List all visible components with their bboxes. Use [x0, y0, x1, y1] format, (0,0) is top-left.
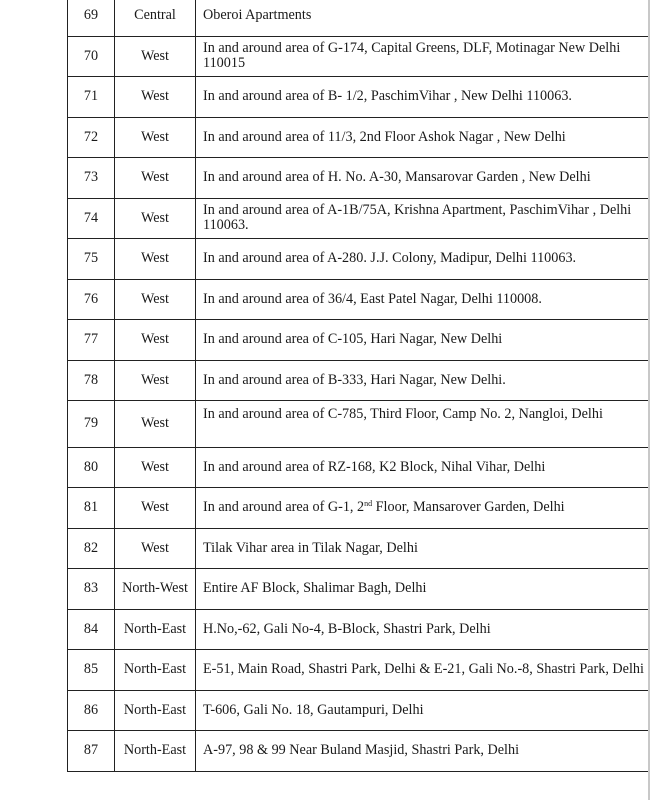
zone-cell: West [115, 279, 196, 320]
address-cell: In and around area of B- 1/2, PaschimVihar , New Delhi 110063. [196, 77, 649, 118]
table-row [68, 279, 649, 320]
zone-cell: West [115, 488, 196, 529]
address-cell: In and around area of G-174, Capital Greens, DLF, Motinagar New Delhi 110015 [196, 36, 649, 77]
address-cell: Oberoi Apartments [196, 0, 649, 36]
table-row [68, 77, 649, 118]
serial-number-cell: 73 [68, 158, 115, 199]
serial-number-cell: 80 [68, 447, 115, 488]
table-row [68, 198, 649, 239]
address-cell: In and around area of C-785, Third Floor, Camp No. 2, Nangloi, Delhi [196, 401, 649, 448]
table-row [68, 239, 649, 280]
serial-number-cell: 78 [68, 360, 115, 401]
serial-number-cell: 86 [68, 690, 115, 731]
zone-cell: North-East [115, 609, 196, 650]
address-cell [196, 488, 649, 529]
table-row [68, 569, 649, 610]
serial-number-cell: 71 [68, 77, 115, 118]
serial-number-cell: 83 [68, 569, 115, 610]
address-cell: E-51, Main Road, Shastri Park, Delhi & E-21, Gali No.-8, Shastri Park, Delhi [196, 650, 649, 691]
zone-cell: West [115, 77, 196, 118]
zone-cell: North-West [115, 569, 196, 610]
table-row [68, 158, 649, 199]
table-row [68, 401, 649, 448]
serial-number-cell: 72 [68, 117, 115, 158]
table-row [68, 36, 649, 77]
table-row [68, 360, 649, 401]
zone-cell: North-East [115, 690, 196, 731]
zone-cell: Central [115, 0, 196, 36]
serial-number-cell: 70 [68, 36, 115, 77]
address-text: In and around area of G-1, 2 [203, 499, 365, 516]
table-row [68, 690, 649, 731]
zone-cell: West [115, 360, 196, 401]
address-cell: In and around area of H. No. A-30, Mansarovar Garden , New Delhi [196, 158, 649, 199]
table-row [68, 117, 649, 158]
address-cell: A-97, 98 & 99 Near Buland Masjid, Shastri Park, Delhi [196, 731, 649, 772]
containment-zone-table [67, 0, 649, 772]
serial-number-cell: 69 [68, 0, 115, 36]
serial-number-cell: 77 [68, 320, 115, 361]
table-row [68, 488, 649, 529]
serial-number-cell: 79 [68, 401, 115, 448]
address-cell: In and around area of RZ-168, K2 Block, Nihal Vihar, Delhi [196, 447, 649, 488]
address-cell: Entire AF Block, Shalimar Bagh, Delhi [196, 569, 649, 610]
address-cell: In and around area of 36/4, East Patel Nagar, Delhi 110008. [196, 279, 649, 320]
serial-number-cell: 81 [68, 488, 115, 529]
address-cell: In and around area of B-333, Hari Nagar, New Delhi. [196, 360, 649, 401]
zone-cell: West [115, 198, 196, 239]
serial-number-cell: 76 [68, 279, 115, 320]
zone-cell: West [115, 158, 196, 199]
table-row [68, 0, 649, 36]
zone-cell: West [115, 320, 196, 361]
zone-cell: West [115, 239, 196, 280]
serial-number-cell: 84 [68, 609, 115, 650]
address-cell: T-606, Gali No. 18, Gautampuri, Delhi [196, 690, 649, 731]
table-row [68, 447, 649, 488]
serial-number-cell: 75 [68, 239, 115, 280]
zone-cell: West [115, 447, 196, 488]
serial-number-cell: 82 [68, 528, 115, 569]
ordinal-superscript: nd [364, 499, 373, 509]
zone-cell: North-East [115, 731, 196, 772]
address-cell: Tilak Vihar area in Tilak Nagar, Delhi [196, 528, 649, 569]
address-text: Floor, Mansarover Garden, Delhi [372, 499, 565, 516]
zone-cell: West [115, 528, 196, 569]
address-cell: In and around area of 11/3, 2nd Floor Ashok Nagar , New Delhi [196, 117, 649, 158]
zone-cell: West [115, 36, 196, 77]
serial-number-cell: 87 [68, 731, 115, 772]
table-row [68, 528, 649, 569]
table-row [68, 650, 649, 691]
zone-cell: West [115, 117, 196, 158]
address-cell: In and around area of A-1B/75A, Krishna Apartment, PaschimVihar , Delhi 110063. [196, 198, 649, 239]
table-row [68, 320, 649, 361]
zone-cell: North-East [115, 650, 196, 691]
serial-number-cell: 85 [68, 650, 115, 691]
table-row [68, 609, 649, 650]
serial-number-cell: 74 [68, 198, 115, 239]
address-cell: H.No,-62, Gali No-4, B-Block, Shastri Park, Delhi [196, 609, 649, 650]
address-cell: In and around area of C-105, Hari Nagar, New Delhi [196, 320, 649, 361]
zone-cell: West [115, 401, 196, 448]
table-row [68, 731, 649, 772]
address-cell: In and around area of A-280. J.J. Colony, Madipur, Delhi 110063. [196, 239, 649, 280]
